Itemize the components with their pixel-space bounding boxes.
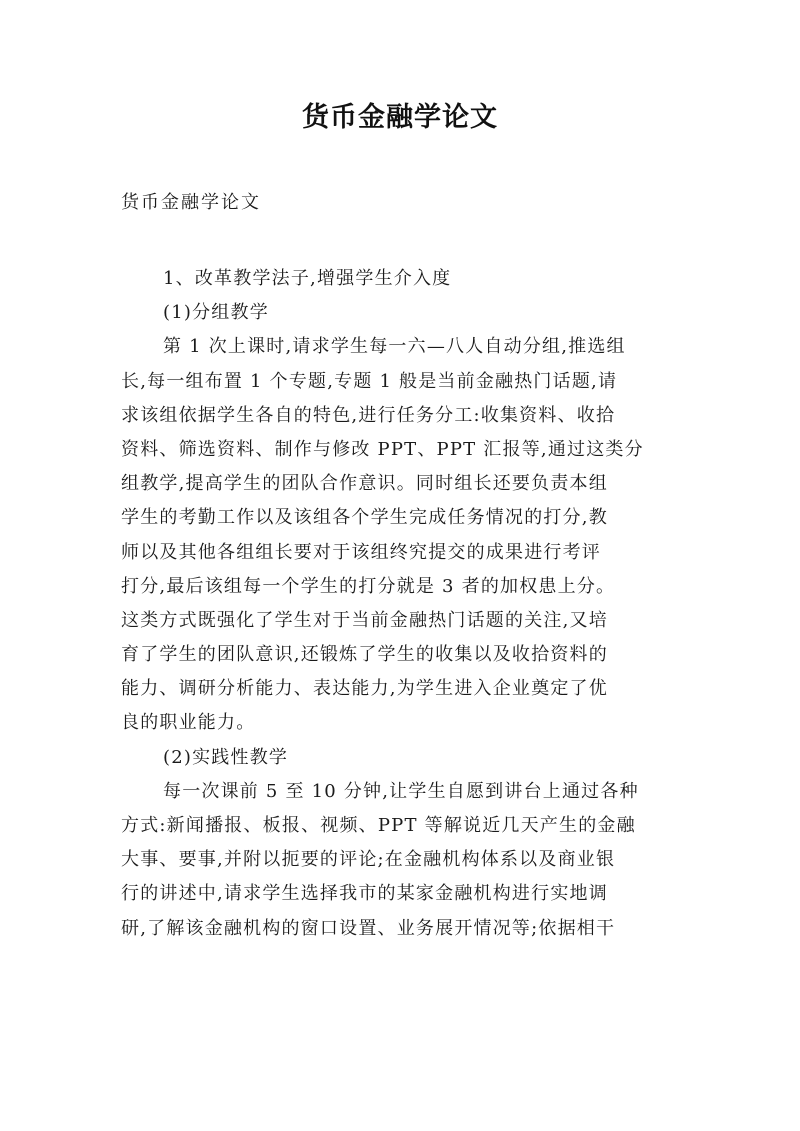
paragraph-line: 第 1 次上课时,请求学生每一六—八人自动分组,推选组 xyxy=(163,336,626,358)
paragraph-line: 良的职业能力。 xyxy=(121,712,256,734)
paragraph-line: 打分,最后该组每一个学生的打分就是 3 者的加权患上分。 xyxy=(121,575,616,597)
paragraph-line: 每一次课前 5 至 10 分钟,让学生自愿到讲台上通过各种 xyxy=(163,780,639,802)
paragraph-line: 长,每一组布置 1 个专题,专题 1 般是当前金融热门话题,请 xyxy=(121,370,618,392)
paragraph-line: (1)分组教学 xyxy=(163,302,269,324)
paragraph-line: 行的讲述中,请求学生选择我市的某家金融机构进行实地调 xyxy=(121,883,608,905)
paragraph-line: 方式:新闻播报、板报、视频、PPT 等解说近几天产生的金融 xyxy=(121,815,636,836)
paragraph-line: 育了学生的团队意识,还锻炼了学生的收集以及收拾资料的 xyxy=(121,644,608,666)
document-title: 货币金融学论文 xyxy=(302,102,498,133)
document-body xyxy=(121,262,687,946)
paragraph-line: 研,了解该金融机构的窗口设置、业务展开情况等;依据相干 xyxy=(121,917,616,939)
paragraph-line: (2)实践性教学 xyxy=(163,746,289,768)
document-subtitle: 货币金融学论文 xyxy=(121,192,261,213)
paragraph-line: 1、改革教学法子,增强学生介入度 xyxy=(163,268,452,289)
paragraph-line: 师以及其他各组组长要对于该组终究提交的成果进行考评 xyxy=(121,541,601,563)
paragraph-line: 组教学,提高学生的团队合作意识。同时组长还要负责本组 xyxy=(121,473,608,495)
paragraph-line: 大事、要事,并附以扼要的评论;在金融机构体系以及商业银 xyxy=(121,849,616,871)
paragraph-line: 求该组依据学生各自的特色,进行任务分工:收集资料、收拾 xyxy=(121,404,616,426)
paragraph-line: 学生的考勤工作以及该组各个学生完成任务情况的打分,教 xyxy=(121,507,608,529)
paragraph-line: 这类方式既强化了学生对于当前金融热门话题的关注,又培 xyxy=(121,609,608,631)
paragraph-line: 资料、筛选资料、制作与修改 PPT、PPT 汇报等,通过这类分 xyxy=(121,438,644,460)
paragraph-line: 能力、调研分析能力、表达能力,为学生进入企业奠定了优 xyxy=(121,678,608,700)
